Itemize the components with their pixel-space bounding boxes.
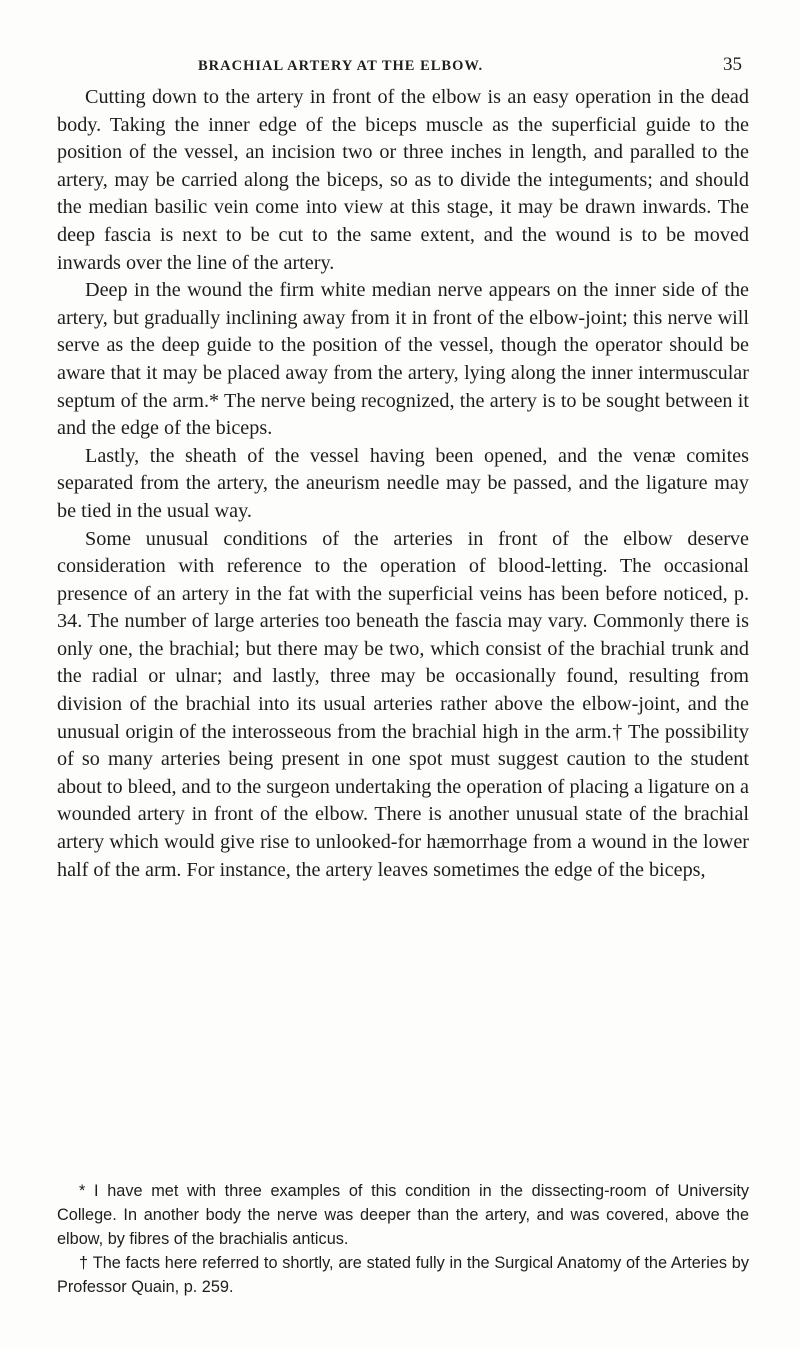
footnote: * I have met with three examples of this condition in the dissecting-room of University College. In another body the nerve was deeper than the artery, and was covered, above the elbow, by fibres of the brachialis anticus.: [57, 1182, 749, 1248]
paragraph: Deep in the wound the firm white median nerve appears on the inner side of the artery, but gradually inclining away from it in front of the elbow-joint; this nerve will serve as the deep guide to the position of the vessel, though the operator should be aware that it may be placed away from the artery, lying along the inner intermuscular septum of the arm.* The nerve being recognized, the artery is to be sought between it and the edge of the biceps.: [57, 279, 749, 440]
paragraph: Lastly, the sheath of the vessel having been opened, and the venæ comites separated from the artery, the aneurism needle may be passed, and the ligature may be tied in the usual way.: [57, 444, 749, 522]
paragraph: Some unusual conditions of the arteries in front of the elbow deserve consideration with reference to the operation of blood-letting. The occasional presence of an artery in the fat with the superficial veins has been before noticed, p. 34. The number of large arteries too beneath the fascia may vary. Commonly there is only one, the brachial; but there may be two, which consist of the brachial trunk and the radial or ulnar; and lastly, three may be occasionally found, resulting from division of the brachial into its usual arteries rather above the elbow-joint, and the unusual origin of the interosseous from the brachial high in the arm.† The possibility of so many arteries being present in one spot must suggest caution to the student about to bleed, and to the surgeon undertaking the operation of placing a ligature on a wounded artery in front of the elbow. There is another unusual state of the brachial artery which would give rise to unlooked-for hæmorrhage from a wound in the lower half of the arm. For instance, the artery leaves sometimes the edge of the biceps,: [57, 527, 749, 881]
paragraph: Cutting down to the artery in front of the elbow is an easy operation in the dead body. Taking the inner edge of the biceps muscle as the superficial guide to the position of the vessel, an incision two or three inches in length, and paralled to the artery, may be carried along the biceps, so as to divide the integuments; and should the median basilic vein come into view at this stage, it may be drawn inwards. The deep fascia is next to be cut to the same extent, and the wound is to be moved inwards over the line of the artery.: [57, 86, 749, 274]
footnotes: [57, 1179, 749, 1299]
running-title: BRACHIAL ARTERY AT THE ELBOW.: [198, 58, 484, 74]
footnote: † The facts here referred to shortly, are stated fully in the Surgical Anatomy of the Arteries by Professor Quain, p. 259.: [57, 1254, 749, 1296]
body-text: [57, 84, 749, 884]
page-number: 35: [723, 54, 742, 75]
